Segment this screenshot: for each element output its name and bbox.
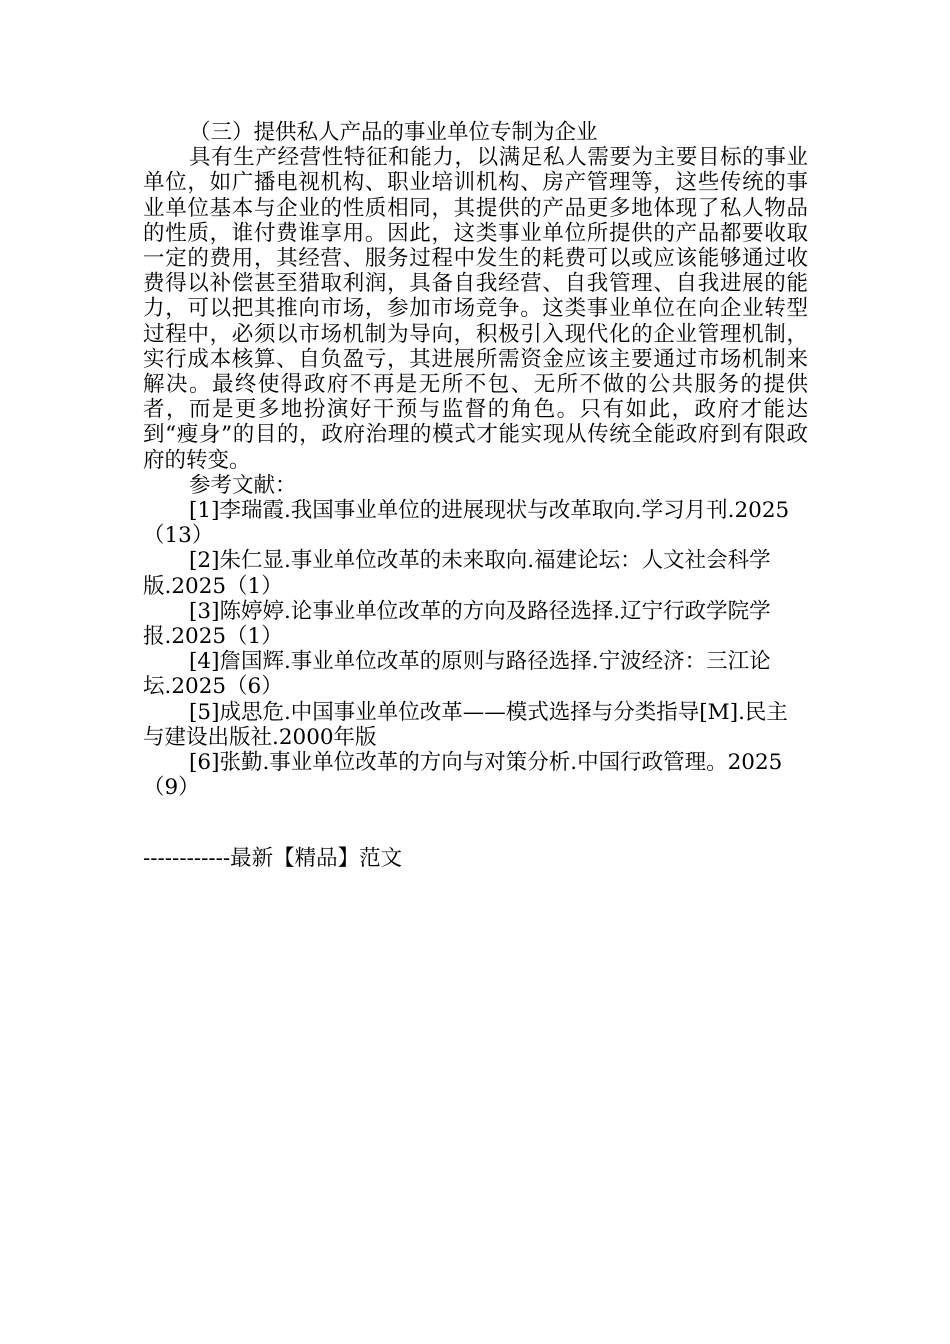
section-heading: （三）提供私人产品的事业单位专制为企业 (189, 120, 598, 145)
footer-text: ------------最新【精品】范文 (143, 846, 403, 871)
reference-item-6: [6]张勤.事业单位改革的方向与对策分析.中国行政管理。2025（9） (143, 750, 783, 801)
reference-item-5: [5]成思危.中国事业单位改革——模式选择与分类指导[M].民主与建设出版社.2000年版 (143, 699, 788, 750)
body-paragraph: 具有生产经营性特征和能力，以满足私人需要为主要目标的事业单位，如广播电视机构、职业培训机构、房产管理等，这些传统的事业单位基本与企业的性质相同，其提供的产品更多地体现了私人物品的性质，谁付费谁享用。因此，这类事业单位所提供的产品都要收取一定的费用，其经营、服务过程中发生的耗费可以或应该能够通过收费得以补偿甚至猎取利润，具备自我经营、自我管理、自我进展的能力，可以把其推向市场，参加市场竞争。这类事业单位在向企业转型过程中，必须以市场机制为导向，积极引入现代化的企业管理机制，实行成本核算、自负盈亏，其进展所需资金应该主要通过市场机制来解决。最终使得政府不再是无所不包、无所不做的公共服务的提供者，而是更多地扮演好干预与监督的角色。只有如此，政府才能达到“瘦身”的目的，政府治理的模式才能实现从传统全能政府到有限政府的转变。 (143, 145, 808, 473)
reference-item-4: [4]詹国辉.事业单位改革的原则与路径选择.宁波经济：三江论坛.2025（6） (143, 649, 771, 700)
reference-item-2: [2]朱仁显.事业单位改革的未来取向.福建论坛：人文社会科学版.2025（1） (143, 548, 771, 599)
document-page (143, 120, 808, 800)
references-title: 参考文献： (189, 472, 297, 498)
reference-item-1: [1]李瑞霞.我国事业单位的进展现状与改革取向.学习月刊.2025（13） (143, 498, 790, 549)
reference-item-3: [3]陈婷婷.论事业单位改革的方向及路径选择.辽宁行政学院学报.2025（1） (143, 598, 771, 650)
